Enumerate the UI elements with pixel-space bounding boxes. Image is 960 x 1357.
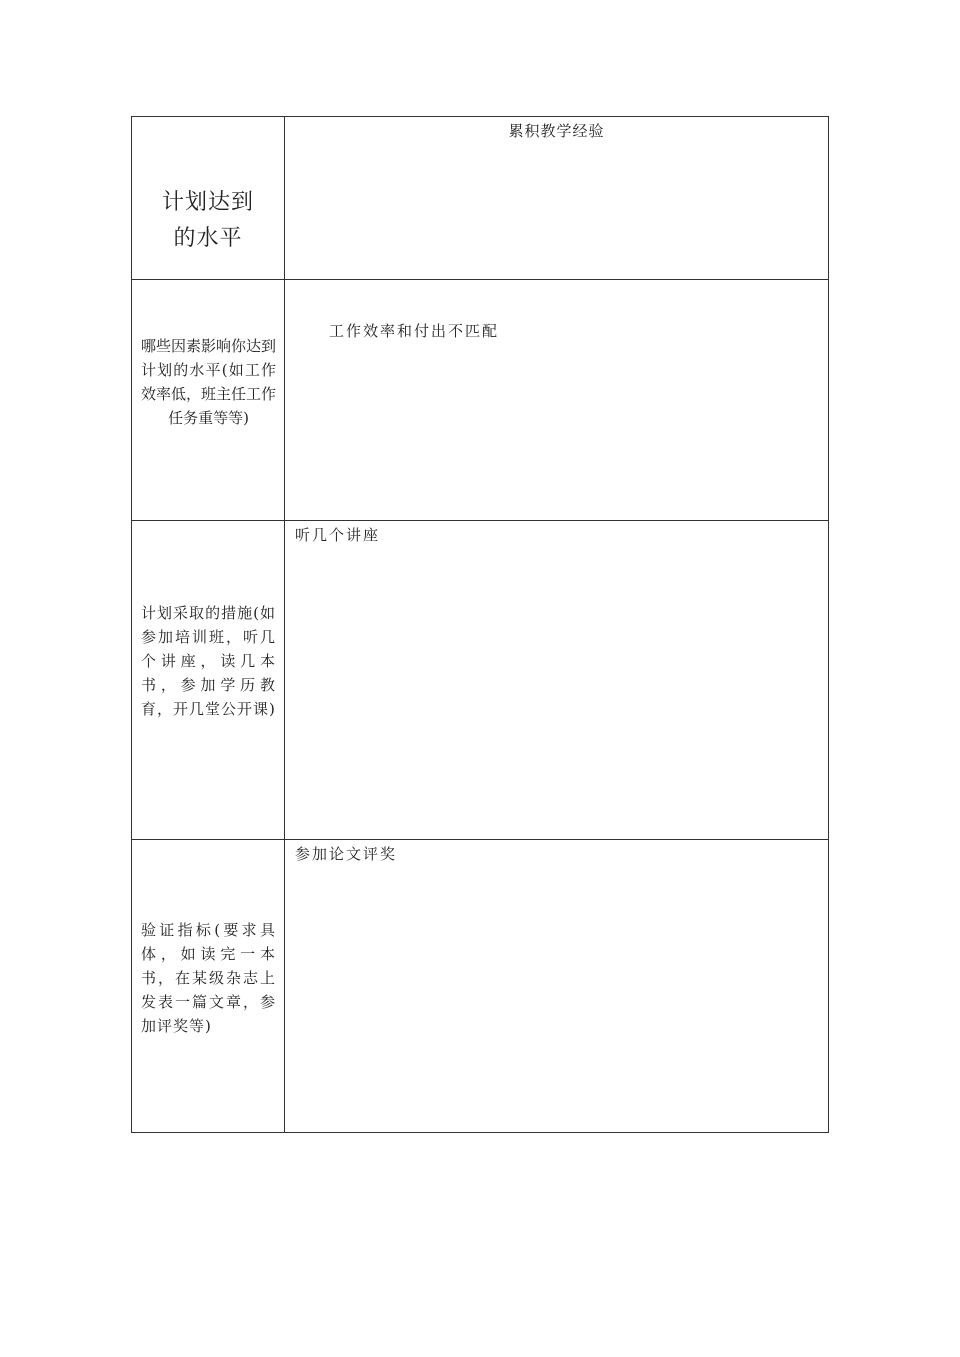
content-planned-measures: 听几个讲座: [295, 526, 381, 544]
table-row: [132, 117, 829, 280]
table-row: [132, 521, 829, 840]
content-target-level: 累积教学经验: [508, 122, 605, 140]
label-influencing-factors: 哪些因素影响你达到计划的水平(如工作效率低，班主任工作任务重等等): [141, 337, 277, 427]
content-cell-verification-indicators: [285, 840, 829, 1133]
label-planned-measures: 计划采取的措施(如参加培训班，听几个讲座，读几本书，参加学历教育，开几堂公开课): [141, 604, 276, 718]
label-target-level: [132, 117, 284, 257]
content-influencing-factors: 工作效率和付出不匹配: [329, 322, 500, 340]
label-cell-target-level: [132, 117, 285, 280]
plan-table: [131, 116, 829, 1133]
label-verification-indicators: 验证指标(要求具体，如读完一本书，在某级杂志上发表一篇文章，参加评奖等): [141, 921, 276, 1035]
content-cell-target-level: [285, 117, 829, 280]
label-line: 的水平: [173, 226, 243, 251]
content-verification-indicators: 参加论文评奖: [295, 845, 398, 863]
label-cell-planned-measures: [132, 521, 285, 840]
table-row: [132, 840, 829, 1133]
label-cell-verification-indicators: [132, 840, 285, 1133]
content-cell-influencing-factors: [285, 280, 829, 521]
label-cell-influencing-factors: [132, 280, 285, 521]
table-row: [132, 280, 829, 521]
content-cell-planned-measures: [285, 521, 829, 840]
label-line: 计划达到: [161, 190, 254, 215]
